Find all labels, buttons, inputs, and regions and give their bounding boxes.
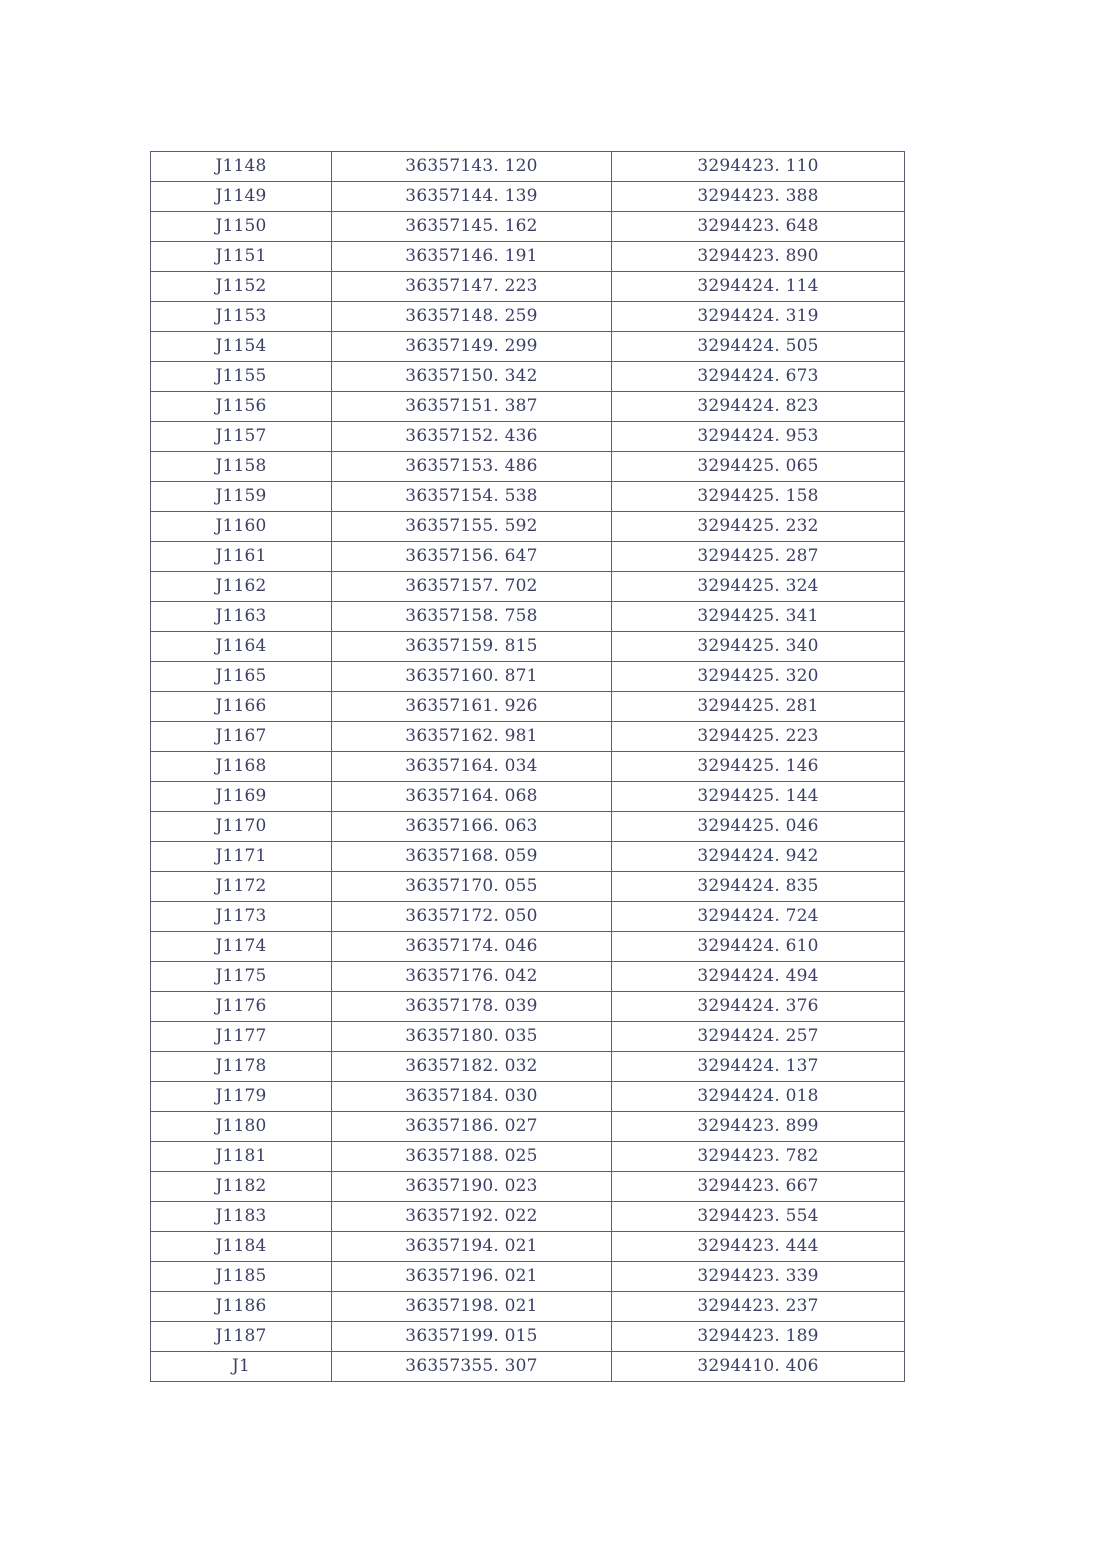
table-row (151, 1352, 905, 1382)
x-coordinate-cell: 36357164. 034 (332, 752, 612, 782)
table-row (151, 1202, 905, 1232)
x-coordinate-cell: 36357180. 035 (332, 1022, 612, 1052)
x-coordinate-cell: 36357198. 021 (332, 1292, 612, 1322)
x-coordinate-cell: 36357148. 259 (332, 302, 612, 332)
table-row (151, 962, 905, 992)
table-row (151, 602, 905, 632)
table-row (151, 1082, 905, 1112)
x-coordinate-cell: 36357152. 436 (332, 422, 612, 452)
point-id-cell: J1170 (151, 812, 332, 842)
y-coordinate-cell: 3294424. 942 (612, 842, 905, 872)
y-coordinate-cell: 3294423. 189 (612, 1322, 905, 1352)
x-coordinate-cell: 36357168. 059 (332, 842, 612, 872)
coordinate-table-body (151, 152, 905, 1382)
x-coordinate-cell: 36357150. 342 (332, 362, 612, 392)
table-row (151, 1172, 905, 1202)
y-coordinate-cell: 3294425. 340 (612, 632, 905, 662)
table-row (151, 1292, 905, 1322)
table-row (151, 1112, 905, 1142)
point-id-cell: J1186 (151, 1292, 332, 1322)
table-row (151, 1232, 905, 1262)
x-coordinate-cell: 36357146. 191 (332, 242, 612, 272)
point-id-cell: J1185 (151, 1262, 332, 1292)
table-row (151, 1022, 905, 1052)
y-coordinate-cell: 3294424. 953 (612, 422, 905, 452)
coordinate-table (150, 151, 905, 1382)
y-coordinate-cell: 3294425. 341 (612, 602, 905, 632)
table-row (151, 182, 905, 212)
point-id-cell: J1172 (151, 872, 332, 902)
x-coordinate-cell: 36357194. 021 (332, 1232, 612, 1262)
x-coordinate-cell: 36357157. 702 (332, 572, 612, 602)
x-coordinate-cell: 36357159. 815 (332, 632, 612, 662)
x-coordinate-cell: 36357158. 758 (332, 602, 612, 632)
y-coordinate-cell: 3294424. 257 (612, 1022, 905, 1052)
table-row (151, 362, 905, 392)
table-row (151, 782, 905, 812)
x-coordinate-cell: 36357182. 032 (332, 1052, 612, 1082)
point-id-cell: J1154 (151, 332, 332, 362)
y-coordinate-cell: 3294425. 046 (612, 812, 905, 842)
table-row (151, 1142, 905, 1172)
table-row (151, 302, 905, 332)
table-row (151, 512, 905, 542)
point-id-cell: J1180 (151, 1112, 332, 1142)
y-coordinate-cell: 3294423. 554 (612, 1202, 905, 1232)
table-row (151, 242, 905, 272)
y-coordinate-cell: 3294425. 158 (612, 482, 905, 512)
table-row (151, 212, 905, 242)
point-id-cell: J1183 (151, 1202, 332, 1232)
x-coordinate-cell: 36357174. 046 (332, 932, 612, 962)
point-id-cell: J1182 (151, 1172, 332, 1202)
point-id-cell: J1153 (151, 302, 332, 332)
table-row (151, 392, 905, 422)
y-coordinate-cell: 3294424. 376 (612, 992, 905, 1022)
table-row (151, 572, 905, 602)
x-coordinate-cell: 36357155. 592 (332, 512, 612, 542)
point-id-cell: J1173 (151, 902, 332, 932)
table-row (151, 1052, 905, 1082)
y-coordinate-cell: 3294423. 890 (612, 242, 905, 272)
table-row (151, 482, 905, 512)
x-coordinate-cell: 36357143. 120 (332, 152, 612, 182)
table-row (151, 812, 905, 842)
x-coordinate-cell: 36357192. 022 (332, 1202, 612, 1232)
y-coordinate-cell: 3294424. 610 (612, 932, 905, 962)
y-coordinate-cell: 3294424. 114 (612, 272, 905, 302)
x-coordinate-cell: 36357164. 068 (332, 782, 612, 812)
point-id-cell: J1178 (151, 1052, 332, 1082)
y-coordinate-cell: 3294424. 137 (612, 1052, 905, 1082)
point-id-cell: J1150 (151, 212, 332, 242)
point-id-cell: J1 (151, 1352, 332, 1382)
table-row (151, 902, 905, 932)
point-id-cell: J1151 (151, 242, 332, 272)
x-coordinate-cell: 36357145. 162 (332, 212, 612, 242)
table-row (151, 1322, 905, 1352)
table-row (151, 932, 905, 962)
point-id-cell: J1168 (151, 752, 332, 782)
point-id-cell: J1157 (151, 422, 332, 452)
x-coordinate-cell: 36357188. 025 (332, 1142, 612, 1172)
point-id-cell: J1162 (151, 572, 332, 602)
y-coordinate-cell: 3294425. 281 (612, 692, 905, 722)
x-coordinate-cell: 36357153. 486 (332, 452, 612, 482)
table-row (151, 722, 905, 752)
point-id-cell: J1149 (151, 182, 332, 212)
point-id-cell: J1158 (151, 452, 332, 482)
x-coordinate-cell: 36357170. 055 (332, 872, 612, 902)
table-row (151, 272, 905, 302)
table-row (151, 452, 905, 482)
point-id-cell: J1184 (151, 1232, 332, 1262)
table-row (151, 152, 905, 182)
point-id-cell: J1175 (151, 962, 332, 992)
y-coordinate-cell: 3294424. 505 (612, 332, 905, 362)
y-coordinate-cell: 3294423. 782 (612, 1142, 905, 1172)
point-id-cell: J1177 (151, 1022, 332, 1052)
y-coordinate-cell: 3294425. 223 (612, 722, 905, 752)
point-id-cell: J1155 (151, 362, 332, 392)
y-coordinate-cell: 3294424. 835 (612, 872, 905, 902)
y-coordinate-cell: 3294424. 823 (612, 392, 905, 422)
point-id-cell: J1165 (151, 662, 332, 692)
x-coordinate-cell: 36357149. 299 (332, 332, 612, 362)
point-id-cell: J1160 (151, 512, 332, 542)
point-id-cell: J1152 (151, 272, 332, 302)
table-row (151, 1262, 905, 1292)
y-coordinate-cell: 3294423. 110 (612, 152, 905, 182)
table-row (151, 692, 905, 722)
table-row (151, 872, 905, 902)
x-coordinate-cell: 36357172. 050 (332, 902, 612, 932)
table-row (151, 752, 905, 782)
table-row (151, 662, 905, 692)
y-coordinate-cell: 3294423. 339 (612, 1262, 905, 1292)
point-id-cell: J1174 (151, 932, 332, 962)
point-id-cell: J1161 (151, 542, 332, 572)
table-row (151, 422, 905, 452)
x-coordinate-cell: 36357166. 063 (332, 812, 612, 842)
point-id-cell: J1148 (151, 152, 332, 182)
y-coordinate-cell: 3294424. 494 (612, 962, 905, 992)
y-coordinate-cell: 3294425. 320 (612, 662, 905, 692)
point-id-cell: J1169 (151, 782, 332, 812)
x-coordinate-cell: 36357199. 015 (332, 1322, 612, 1352)
y-coordinate-cell: 3294423. 388 (612, 182, 905, 212)
x-coordinate-cell: 36357154. 538 (332, 482, 612, 512)
x-coordinate-cell: 36357355. 307 (332, 1352, 612, 1382)
y-coordinate-cell: 3294423. 899 (612, 1112, 905, 1142)
table-row (151, 542, 905, 572)
x-coordinate-cell: 36357186. 027 (332, 1112, 612, 1142)
y-coordinate-cell: 3294425. 324 (612, 572, 905, 602)
y-coordinate-cell: 3294410. 406 (612, 1352, 905, 1382)
x-coordinate-cell: 36357147. 223 (332, 272, 612, 302)
y-coordinate-cell: 3294424. 319 (612, 302, 905, 332)
point-id-cell: J1156 (151, 392, 332, 422)
table-row (151, 842, 905, 872)
point-id-cell: J1171 (151, 842, 332, 872)
x-coordinate-cell: 36357162. 981 (332, 722, 612, 752)
x-coordinate-cell: 36357196. 021 (332, 1262, 612, 1292)
y-coordinate-cell: 3294423. 444 (612, 1232, 905, 1262)
point-id-cell: J1179 (151, 1082, 332, 1112)
point-id-cell: J1181 (151, 1142, 332, 1172)
x-coordinate-cell: 36357178. 039 (332, 992, 612, 1022)
y-coordinate-cell: 3294423. 237 (612, 1292, 905, 1322)
x-coordinate-cell: 36357156. 647 (332, 542, 612, 572)
table-row (151, 992, 905, 1022)
point-id-cell: J1159 (151, 482, 332, 512)
y-coordinate-cell: 3294423. 667 (612, 1172, 905, 1202)
y-coordinate-cell: 3294425. 144 (612, 782, 905, 812)
table-row (151, 332, 905, 362)
point-id-cell: J1167 (151, 722, 332, 752)
x-coordinate-cell: 36357176. 042 (332, 962, 612, 992)
y-coordinate-cell: 3294423. 648 (612, 212, 905, 242)
x-coordinate-cell: 36357144. 139 (332, 182, 612, 212)
point-id-cell: J1166 (151, 692, 332, 722)
point-id-cell: J1187 (151, 1322, 332, 1352)
x-coordinate-cell: 36357161. 926 (332, 692, 612, 722)
y-coordinate-cell: 3294425. 232 (612, 512, 905, 542)
y-coordinate-cell: 3294424. 724 (612, 902, 905, 932)
x-coordinate-cell: 36357160. 871 (332, 662, 612, 692)
x-coordinate-cell: 36357190. 023 (332, 1172, 612, 1202)
point-id-cell: J1163 (151, 602, 332, 632)
y-coordinate-cell: 3294424. 673 (612, 362, 905, 392)
x-coordinate-cell: 36357184. 030 (332, 1082, 612, 1112)
point-id-cell: J1164 (151, 632, 332, 662)
point-id-cell: J1176 (151, 992, 332, 1022)
y-coordinate-cell: 3294424. 018 (612, 1082, 905, 1112)
table-row (151, 632, 905, 662)
y-coordinate-cell: 3294425. 065 (612, 452, 905, 482)
y-coordinate-cell: 3294425. 287 (612, 542, 905, 572)
y-coordinate-cell: 3294425. 146 (612, 752, 905, 782)
x-coordinate-cell: 36357151. 387 (332, 392, 612, 422)
